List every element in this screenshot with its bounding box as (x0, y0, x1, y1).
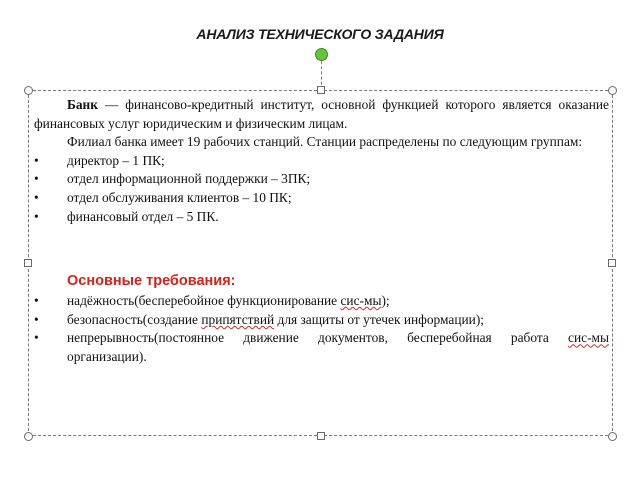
bullet-icon: • (34, 189, 39, 205)
requirement-item (34, 292, 609, 311)
requirement-text: надёжность(бесперебойное функционирование сис-мы); (67, 293, 390, 309)
bank-definition-text: — финансово-кредитный институт, основной функцией которого является оказание финансовых услуг юридическим и физическим лицам. (34, 97, 609, 131)
list-item (34, 170, 609, 189)
group-item-text: отдел обслуживания клиентов – 10 ПК; (67, 189, 292, 205)
requirement-text: безопасность(создание припятствий для защиты от утечек информации); (67, 311, 485, 327)
resize-handle-right[interactable] (608, 259, 616, 267)
requirement-text: непрерывность(постоянное движение документов, бесперебойная работа сис-мы организации). (67, 330, 609, 364)
group-item-text: финансовый отдел – 5 ПК. (67, 208, 219, 224)
group-item-text: директор – 1 ПК; (67, 152, 165, 168)
slide-title: АНАЛИЗ ТЕХНИЧЕСКОГО ЗАДАНИЯ (196, 26, 444, 42)
resize-handle-left[interactable] (24, 259, 32, 267)
bullet-icon: • (34, 208, 39, 224)
term-bank: Банк (67, 97, 98, 112)
resize-handle-top-left[interactable] (24, 86, 33, 95)
requirement-item (34, 329, 609, 366)
rotate-handle[interactable] (315, 48, 328, 61)
bullet-icon: • (34, 152, 39, 168)
list-item (34, 208, 609, 227)
resize-handle-bottom[interactable] (317, 432, 325, 440)
spellcheck-flagged-word[interactable]: припятствий (201, 311, 275, 327)
spacer (34, 226, 609, 270)
bullet-icon: • (34, 311, 39, 327)
bullet-icon: • (34, 171, 39, 187)
list-item (34, 152, 609, 171)
requirement-item (34, 311, 609, 330)
text-box-content[interactable] (34, 96, 609, 367)
workstations-paragraph: Филиал банка имеет 19 рабочих станций. Станции распределены по следующим группам: (67, 134, 583, 150)
resize-handle-top[interactable] (317, 86, 325, 94)
resize-handle-bottom-left[interactable] (24, 432, 33, 441)
group-item-text: отдел информационной поддержки – 3ПК; (67, 171, 311, 187)
resize-handle-bottom-right[interactable] (608, 432, 617, 441)
rotation-connector (321, 56, 322, 90)
requirements-heading: Основные требования: (67, 273, 236, 290)
bullet-icon: • (34, 330, 39, 346)
bullet-icon: • (34, 293, 39, 309)
bank-definition-paragraph (34, 96, 609, 133)
list-item (34, 189, 609, 208)
spellcheck-flagged-word[interactable]: сис-мы (340, 293, 382, 309)
spellcheck-flagged-word[interactable]: сис-мы (568, 330, 609, 346)
resize-handle-top-right[interactable] (608, 86, 617, 95)
